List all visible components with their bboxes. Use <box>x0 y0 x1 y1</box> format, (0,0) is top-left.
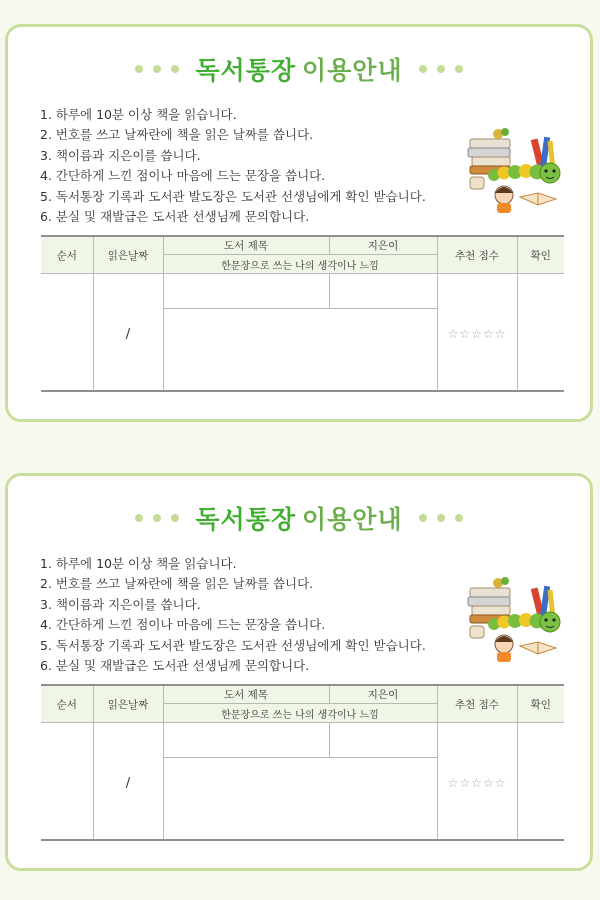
rule-item: 6. 분실 및 재발급은 도서관 선생님께 문의합니다. <box>40 658 310 674</box>
rule-item: 1. 하루에 10분 이상 책을 읽습니다. <box>40 107 237 122</box>
column-header-order: 순서 <box>41 685 93 723</box>
date-cell[interactable] <box>93 723 163 841</box>
decorative-dots-left <box>135 65 179 73</box>
book-title-cell[interactable] <box>163 274 329 309</box>
column-header-check: 확인 <box>517 685 564 723</box>
column-header-order: 순서 <box>41 236 93 274</box>
title-sub: 이용안내 <box>302 56 403 85</box>
reading-log-card-2 <box>5 473 593 871</box>
card-title <box>195 500 402 536</box>
column-header-review: 한문장으로 쓰는 나의 생각이나 느낌 <box>163 704 437 723</box>
rule-item: 3. 책이름과 지은이를 씁니다. <box>40 596 201 612</box>
book-title-cell[interactable] <box>163 723 329 758</box>
title-sub: 이용안내 <box>302 505 403 534</box>
rating-stars: ☆☆☆☆☆ <box>447 326 507 341</box>
order-cell[interactable] <box>41 274 93 392</box>
decorative-dots-right <box>419 65 463 73</box>
date-cell[interactable] <box>93 274 163 392</box>
column-header-book-title: 도서 제목 <box>163 236 329 255</box>
column-header-review: 한문장으로 쓰는 나의 생각이나 느낌 <box>163 255 437 274</box>
rating-stars: ☆☆☆☆☆ <box>447 775 507 790</box>
column-header-date: 읽은날짜 <box>93 685 163 723</box>
author-cell[interactable] <box>329 274 437 309</box>
rule-item: 5. 독서통장 기록과 도서관 발도장은 도서관 선생님에게 확인 받습니다. <box>40 188 426 204</box>
date-separator: / <box>125 775 131 791</box>
decorative-dots-left <box>135 514 179 522</box>
reading-log-table <box>41 235 564 392</box>
card-title <box>195 51 402 87</box>
reading-log-card-1 <box>5 24 593 422</box>
usage-rules-list <box>40 105 480 227</box>
rule-item: 4. 간단하게 느낀 점이나 마음에 드는 문장을 씁니다. <box>40 168 326 184</box>
card-header <box>8 49 590 89</box>
check-cell[interactable] <box>517 723 564 841</box>
column-header-book-title: 도서 제목 <box>163 685 329 704</box>
rule-item: 5. 독서통장 기록과 도서관 발도장은 도서관 선생님에게 확인 받습니다. <box>40 637 426 653</box>
review-cell[interactable] <box>163 309 437 392</box>
column-header-author: 지은이 <box>329 685 437 704</box>
order-cell[interactable] <box>41 723 93 841</box>
title-main: 독서통장 <box>195 56 296 85</box>
usage-rules-list <box>40 554 480 676</box>
books-and-caterpillar-illustration <box>464 123 564 219</box>
rule-item: 6. 분실 및 재발급은 도서관 선생님께 문의합니다. <box>40 209 310 225</box>
author-cell[interactable] <box>329 723 437 758</box>
column-header-author: 지은이 <box>329 236 437 255</box>
rule-item: 1. 하루에 10분 이상 책을 읽습니다. <box>40 556 237 571</box>
date-separator: / <box>125 326 131 342</box>
column-header-check: 확인 <box>517 236 564 274</box>
column-header-rating: 추천 점수 <box>437 236 517 274</box>
card-header <box>8 498 590 538</box>
rating-cell[interactable] <box>437 723 517 841</box>
rule-item: 4. 간단하게 느낀 점이나 마음에 드는 문장을 씁니다. <box>40 617 326 633</box>
reading-log-table <box>41 684 564 841</box>
review-cell[interactable] <box>163 758 437 841</box>
rule-item: 2. 번호를 쓰고 날짜란에 책을 읽은 날짜를 씁니다. <box>40 576 314 592</box>
rating-cell[interactable] <box>437 274 517 392</box>
rule-item: 3. 책이름과 지은이를 씁니다. <box>40 147 201 163</box>
column-header-rating: 추천 점수 <box>437 685 517 723</box>
rule-item: 2. 번호를 쓰고 날짜란에 책을 읽은 날짜를 씁니다. <box>40 127 314 143</box>
check-cell[interactable] <box>517 274 564 392</box>
decorative-dots-right <box>419 514 463 522</box>
books-and-caterpillar-illustration <box>464 572 564 668</box>
column-header-date: 읽은날짜 <box>93 236 163 274</box>
title-main: 독서통장 <box>195 505 296 534</box>
